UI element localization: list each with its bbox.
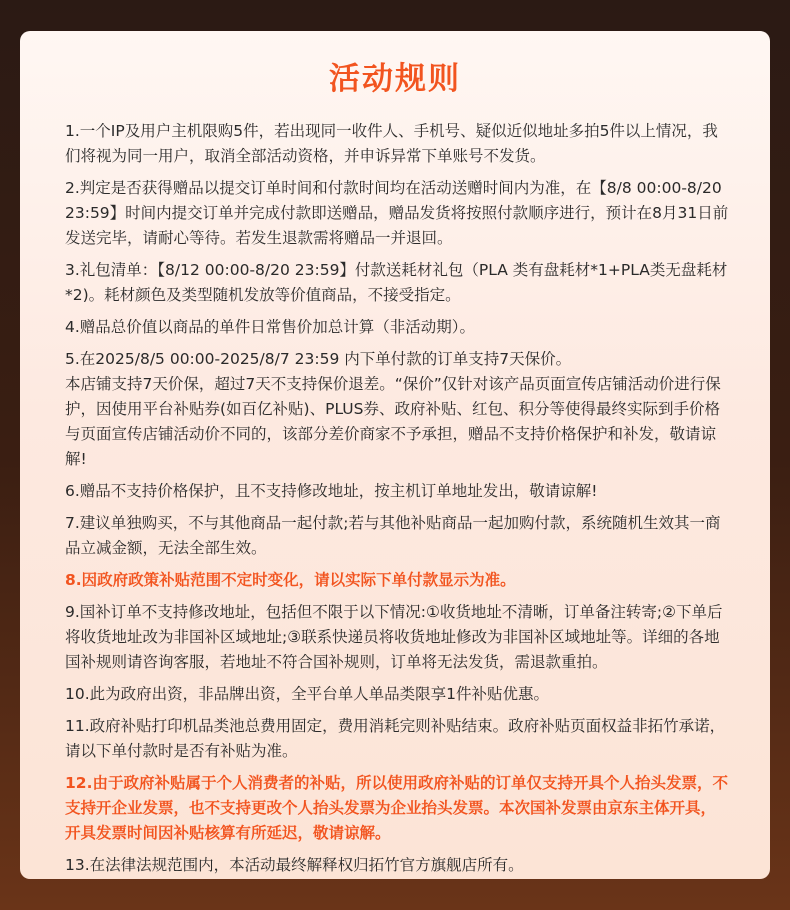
page-title: 活动规则 xyxy=(329,61,461,97)
rule-12-highlight: 12.由于政府补贴属于个人消费者的补贴，所以使用政府补贴的订单仅支持开具个人抬头发票，不支持开企业发票，也不支持更改个人抬头发票为企业抬头发票。本次国补发票由京东主体开具，开具发票时间因补贴核算有所延迟，敬请谅解。 xyxy=(65,774,728,842)
rule-8-highlight: 8.因政府政策补贴范围不定时变化，请以实际下单付款显示为准。 xyxy=(65,571,516,589)
rule-3: 3.礼包清单：【8/12 00:00-8/20 23:59】付款送耗材礼包（PLA 类有盘耗材*1+PLA类无盘耗材*2)。耗材颜色及类型随机发放等价值商品，不接受指定。 xyxy=(65,261,728,304)
rules-list xyxy=(65,119,730,878)
rule-13: 13.在法律法规范围内，本活动最终解释权归拓竹官方旗舰店所有。 xyxy=(65,856,524,874)
rule-7: 7.建议单独购买，不与其他商品一起付款;若与其他补贴商品一起加购付款，系统随机生效其一商品立减金额，无法全部生效。 xyxy=(65,514,721,557)
rule-5: 5.在2025/8/5 00:00-2025/8/7 23:59 内下单付款的订单支持7天保价。 xyxy=(65,350,572,368)
rule-11: 11.政府补贴打印机品类池总费用固定，费用消耗完则补贴结束。政府补贴页面权益非拓竹承诺，请以下单付款时是否有补贴为准。 xyxy=(65,717,726,760)
rule-6: 6.赠品不支持价格保护，且不支持修改地址，按主机订单地址发出，敬请谅解! xyxy=(65,482,598,500)
rules-card xyxy=(20,31,770,879)
rule-9: 9.国补订单不支持修改地址，包括但不限于以下情况:①收货地址不清晰，订单备注转寄;②下单后将收货地址改为非国补区域地址;③联系快递员将收货地址修改为非国补区域地址等。详细的各地国补规则请咨询客服，若地址不符合国补规则，订单将无法发货，需退款重拍。 xyxy=(65,603,723,671)
rule-2: 2.判定是否获得赠品以提交订单时间和付款时间均在活动送赠时间内为准，在【8/8 00:00-8/20 23:59】时间内提交订单并完成付款即送赠品，赠品发货将按照付款顺序进行，预计在8月31日前发送完毕，请耐心等待。若发生退款需将赠品一并退回。 xyxy=(65,179,729,247)
rule-5-detail: 本店铺支持7天价保，超过7天不支持保价退差。“保价”仅针对该产品页面宣传店铺活动价进行保护，因使用平台补贴券(如百亿补贴)、PLUS券、政府补贴、红包、积分等使得最终实际到手价格与页面宣传店铺活动价不同的，该部分差价商家不予承担，赠品不支持价格保护和补发，敬请谅解! xyxy=(65,375,721,468)
rule-4: 4.赠品总价值以商品的单件日常售价加总计算（非活动期）。 xyxy=(65,318,476,336)
rule-1: 1.一个IP及用户主机限购5件，若出现同一收件人、手机号、疑似近似地址多拍5件以上情况，我们将视为同一用户，取消全部活动资格，并申诉异常下单账号不发货。 xyxy=(65,122,718,165)
rule-10: 10.此为政府出资，非品牌出资，全平台单人单品类限享1件补贴优惠。 xyxy=(65,685,550,703)
